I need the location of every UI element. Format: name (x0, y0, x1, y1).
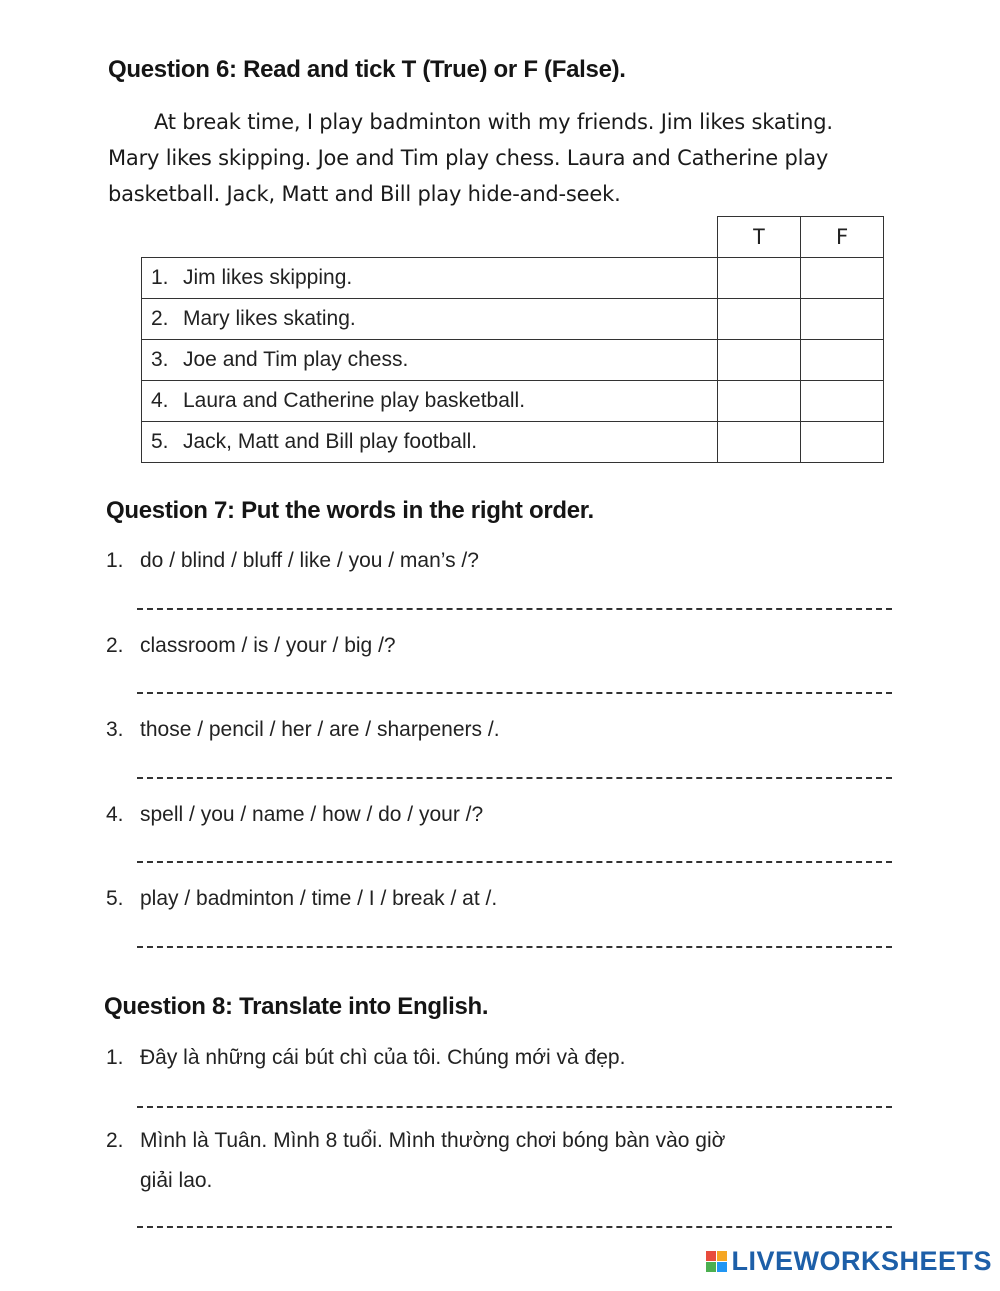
false-tick-box[interactable] (801, 381, 884, 422)
true-tick-box[interactable] (718, 381, 801, 422)
item-text: Mình là Tuân. Mình 8 tuổi. Mình thường chơi bóng bàn vào giờ (140, 1129, 726, 1152)
item-text: play / badminton / time / I / break / at /. (140, 887, 498, 910)
true-tick-box[interactable] (718, 258, 801, 299)
item-text: classroom / is / your / big /? (140, 634, 396, 657)
table-row (142, 381, 884, 422)
item-number: 2. (106, 634, 124, 657)
answer-line[interactable] (137, 777, 892, 779)
true-column-header: T (718, 217, 801, 258)
item-text: Đây là những cái bút chì của tôi. Chúng mới và đẹp. (140, 1046, 626, 1069)
item-text: giải lao. (140, 1169, 213, 1192)
true-tick-box[interactable] (718, 299, 801, 340)
list-item (106, 1038, 625, 1078)
true-tick-box[interactable] (718, 422, 801, 463)
list-item (106, 879, 497, 919)
table-row (142, 422, 884, 463)
table-row (142, 299, 884, 340)
list-item (106, 1121, 900, 1201)
false-tick-box[interactable] (801, 422, 884, 463)
answer-line[interactable] (137, 861, 892, 863)
answer-line[interactable] (137, 692, 892, 694)
question-8-title: Question 8: Translate into English. (104, 993, 489, 1020)
question-7-title: Question 7: Put the words in the right order. (106, 497, 594, 524)
statement-text: Mary likes skating. (183, 307, 356, 330)
statement-text: Jim likes skipping. (183, 266, 353, 289)
liveworksheets-logo (706, 1246, 992, 1277)
passage-line: basketball. Jack, Matt and Bill play hide-and-seek. (108, 182, 621, 206)
question-6-title: Question 6: Read and tick T (True) or F (False). (108, 56, 626, 83)
item-number: 4. (106, 803, 124, 826)
item-text: those / pencil / her / are / sharpeners /. (140, 718, 500, 741)
false-tick-box[interactable] (801, 340, 884, 381)
statement-text: Jack, Matt and Bill play football. (183, 430, 478, 453)
logo-text: LIVEWORKSHEETS (731, 1246, 992, 1276)
statement-cell (142, 340, 718, 381)
reading-passage (108, 104, 938, 212)
statement-number: 4. (151, 389, 169, 412)
list-item (106, 795, 483, 835)
table-header-row (142, 217, 884, 258)
item-number: 2. (106, 1129, 124, 1152)
logo-grid-icon (706, 1251, 727, 1272)
false-column-header: F (801, 217, 884, 258)
item-number: 1. (106, 549, 124, 572)
statement-cell (142, 299, 718, 340)
answer-line[interactable] (137, 608, 892, 610)
false-tick-box[interactable] (801, 299, 884, 340)
list-item (106, 541, 479, 581)
answer-line[interactable] (137, 1226, 892, 1228)
statement-text: Laura and Catherine play basketball. (183, 389, 526, 412)
true-false-table (141, 216, 884, 463)
item-number: 3. (106, 718, 124, 741)
statement-number: 3. (151, 348, 169, 371)
statement-text: Joe and Tim play chess. (183, 348, 409, 371)
list-item (106, 710, 500, 750)
table-row (142, 340, 884, 381)
list-item (106, 626, 396, 666)
statement-cell (142, 422, 718, 463)
passage-line: At break time, I play badminton with my friends. Jim likes skating. (154, 110, 833, 134)
answer-line[interactable] (137, 1106, 892, 1108)
statement-cell (142, 258, 718, 299)
answer-line[interactable] (137, 946, 892, 948)
statement-number: 1. (151, 266, 169, 289)
table-row (142, 258, 884, 299)
false-tick-box[interactable] (801, 258, 884, 299)
item-text: do / blind / bluff / like / you / man’s /? (140, 549, 479, 572)
statement-cell (142, 381, 718, 422)
statement-number: 2. (151, 307, 169, 330)
true-tick-box[interactable] (718, 340, 801, 381)
item-text: spell / you / name / how / do / your /? (140, 803, 484, 826)
statement-number: 5. (151, 430, 169, 453)
passage-line: Mary likes skipping. Joe and Tim play chess. Laura and Catherine play (108, 146, 829, 170)
item-number: 1. (106, 1046, 124, 1069)
item-number: 5. (106, 887, 124, 910)
